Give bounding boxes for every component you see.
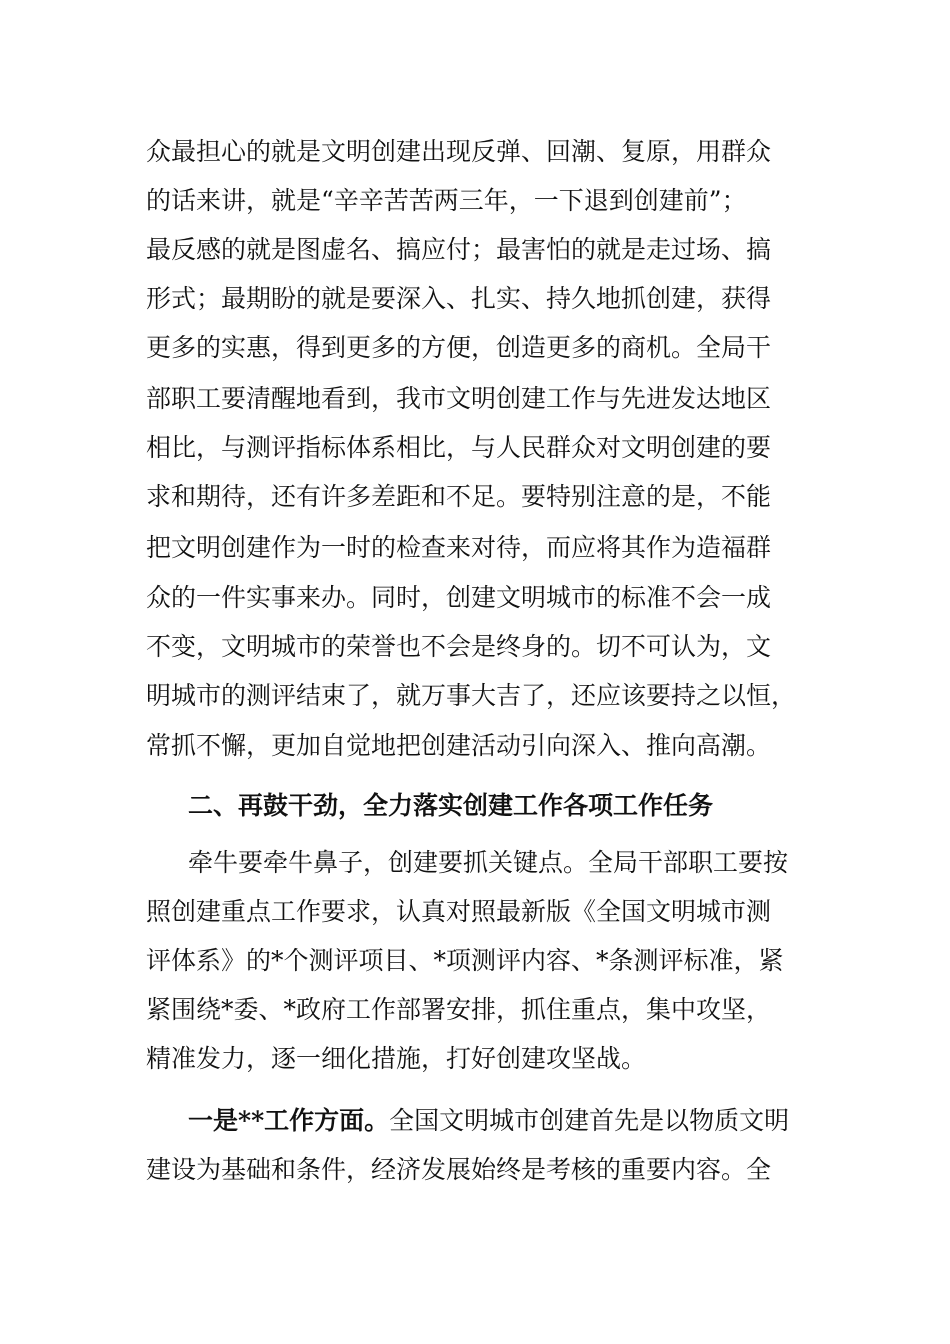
- paragraph-2-line-2: 照创建重点工作要求，认真对照最新版《全国文明城市测: [146, 897, 772, 926]
- paragraph-3-line-1: [188, 1096, 808, 1146]
- section-heading: 二、再鼓干劲，全力落实创建工作各项工作任务: [188, 791, 714, 820]
- paragraph-3-lead: 一是**工作方面。: [188, 1106, 390, 1135]
- paragraph-1-line-6: 部职工要清醒地看到，我市文明创建工作与先进发达地区: [146, 384, 772, 413]
- paragraph-1-line-2: 的话来讲，就是“辛辛苦苦两三年，一下退到创建前”；: [146, 186, 747, 215]
- paragraph-3-line-1-rest: 全国文明城市创建首先是以物质文明: [389, 1106, 790, 1135]
- paragraph-1-line-4: 形式；最期盼的就是要深入、扎实、持久地抓创建，获得: [146, 284, 772, 313]
- paragraph-1-line-13: 常抓不懈，更加自觉地把创建活动引向深入、推向高潮。: [146, 731, 772, 760]
- paragraph-2-line-4: 紧围绕*委、*政府工作部署安排，抓住重点，集中攻坚，: [146, 995, 772, 1024]
- paragraph-1-line-5: 更多的实惠，得到更多的方便，创造更多的商机。全局干: [146, 333, 772, 362]
- paragraph-2-line-5: 精准发力，逐一细化措施，打好创建攻坚战。: [146, 1044, 647, 1073]
- paragraph-2-line-3: 评体系》的*个测评项目、*项测评内容、*条测评标准，紧: [146, 946, 784, 975]
- paragraph-1-line-12: 明城市的测评结束了，就万事大吉了，还应该要持之以恒，: [146, 681, 797, 710]
- paragraph-1-line-3: 最反感的就是图虚名、搞应付；最害怕的就是走过场、搞: [146, 235, 772, 264]
- paragraph-1-line-9: 把文明创建作为一时的检查来对待，而应将其作为造福群: [146, 533, 772, 562]
- paragraph-1-line-8: 求和期待，还有许多差距和不足。要特别注意的是，不能: [146, 482, 772, 511]
- paragraph-1-line-11: 不变，文明城市的荣誉也不会是终身的。切不可认为，文: [146, 632, 772, 661]
- paragraph-1-line-1: 众最担心的就是文明创建出现反弹、回潮、复原，用群众: [146, 137, 772, 166]
- paragraph-1-line-10: 众的一件实事来办。同时，创建文明城市的标准不会一成: [146, 583, 772, 612]
- paragraph-1-line-7: 相比，与测评指标体系相比，与人民群众对文明创建的要: [146, 433, 772, 462]
- paragraph-2-line-1: 牵牛要牵牛鼻子，创建要抓关键点。全局干部职工要按: [188, 848, 789, 877]
- paragraph-3-line-2: 建设为基础和条件，经济发展始终是考核的重要内容。全: [146, 1155, 772, 1184]
